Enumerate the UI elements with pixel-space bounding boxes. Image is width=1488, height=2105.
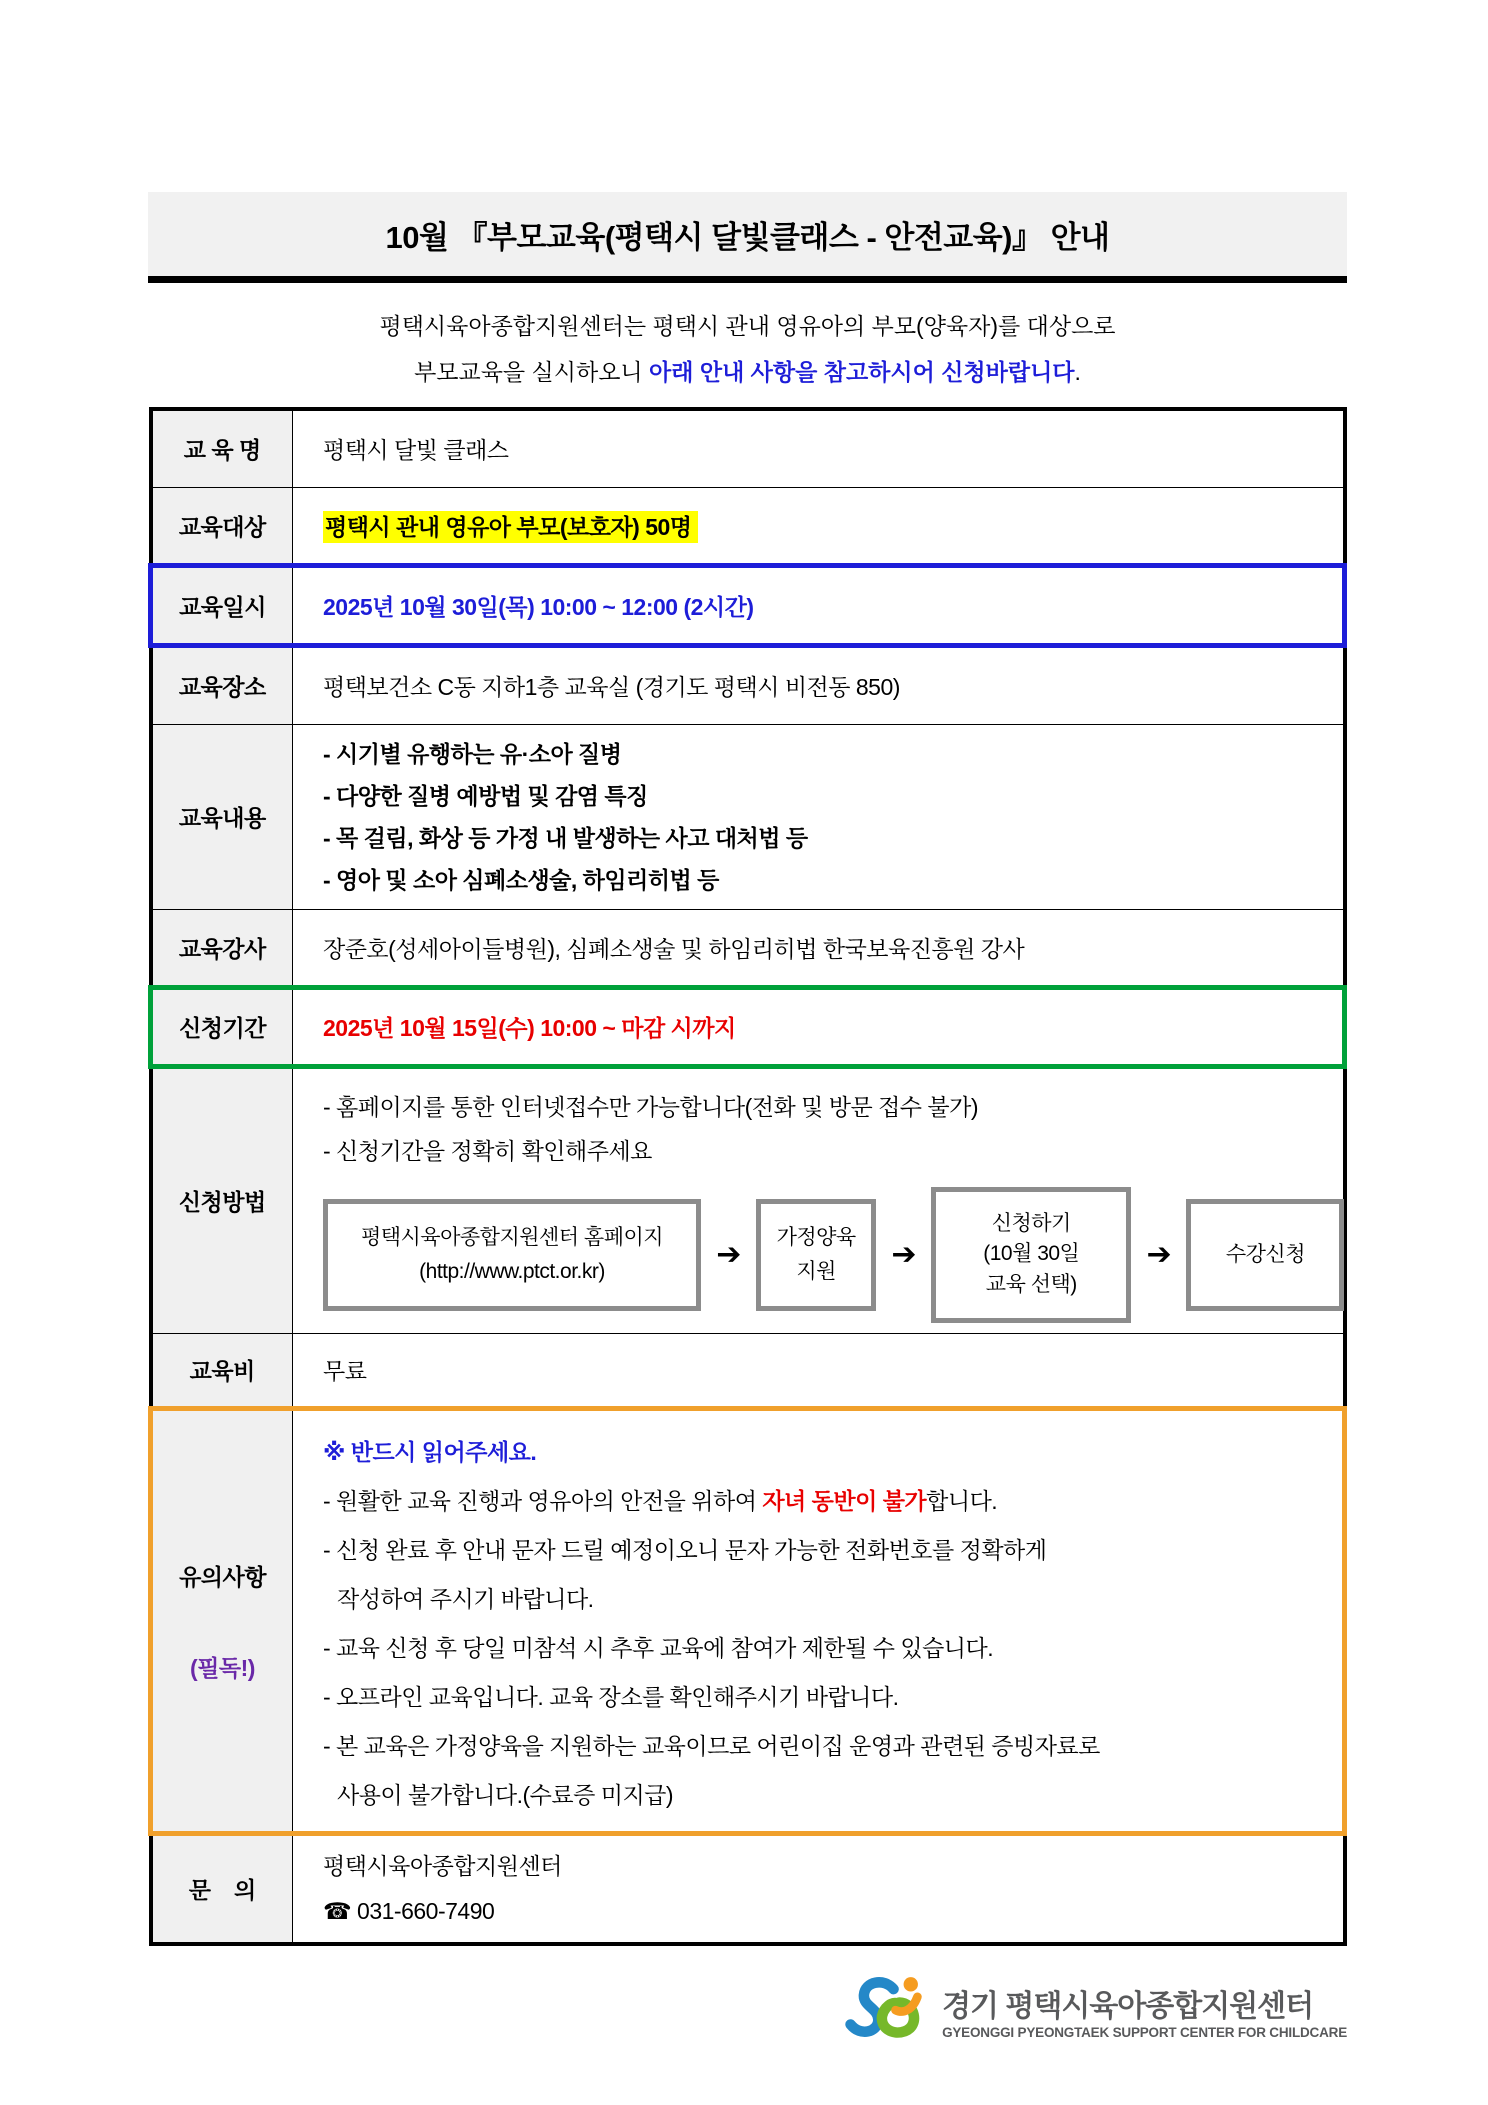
row-value [293,724,1345,909]
list-item: - 신청기간을 정확히 확인해주세요 [323,1137,652,1164]
apply-flow-diagram [323,1187,1343,1323]
row-value: 장준호(성세아이들병원), 심폐소생술 및 하임리히법 한국보육진흥원 강사 [293,909,1345,987]
contact-phone-line [323,1889,1335,1934]
notice-item: - 본 교육은 가정양육을 지원하는 교육이므로 어린이집 운영과 관련된 증빙자료로 [323,1732,1100,1759]
phone-icon: ☎ [323,1897,352,1924]
table-row-edu-content [151,724,1345,909]
list-item: - 시기별 유행하는 유·소아 질병 [323,740,622,767]
list-item: - 목 걸림, 화상 등 가정 내 발생하는 사고 대처법 등 [323,824,808,851]
table-row-edu-lecturer [151,909,1345,987]
contact-name: 평택시육아종합지원센터 [323,1852,562,1879]
row-value: 무료 [293,1333,1345,1408]
must-read-badge: (필독!) [190,1654,255,1681]
table-row-edu-fee [151,1333,1345,1408]
arrow-right-icon: ➔ [1146,1238,1172,1271]
flow-step-apply: 신청하기 (10월 30일 교육 선택) [931,1187,1131,1323]
flow-step-enroll: 수강신청 [1186,1199,1344,1311]
notice-body [323,1428,1334,1820]
row-label: 교육비 [151,1333,293,1408]
notice-item: - 원활한 교육 진행과 영유아의 안전을 위하여 자녀 동반이 불가합니다. [323,1487,998,1514]
row-label: 교육대상 [151,487,293,565]
homepage-url: (http://www.ptct.or.kr) [419,1259,605,1283]
table-row-apply-period [151,987,1345,1066]
flow-step-menu: 가정양육 지원 [756,1199,876,1311]
footer-text [942,1990,1347,2040]
info-table [148,407,1347,1946]
intro-emphasis: 아래 안내 사항을 참고하시어 신청바랍니다 [649,359,1075,385]
edu-content-list [323,733,1335,901]
footer-center-name-en: GYEONGGI PYEONGTAEK SUPPORT CENTER FOR CHILDCARE [942,2024,1347,2040]
row-value [293,1408,1345,1833]
row-label [151,1408,293,1833]
document-content [148,192,1347,2061]
row-label: 교 육 명 [151,409,293,487]
apply-method-notes [323,1085,1343,1173]
row-value: 2025년 10월 15일(수) 10:00 ~ 마감 시까지 [293,987,1345,1066]
notice-emphasis-red: 자녀 동반이 불가 [762,1487,927,1514]
table-row-edu-datetime [151,565,1345,645]
row-label: 교육장소 [151,645,293,724]
row-value: 평택보건소 C동 지하1층 교육실 (경기도 평택시 비전동 850) [293,645,1345,724]
table-row-notice [151,1408,1345,1833]
intro-line-2: 부모교육을 실시하오니 아래 안내 사항을 참고하시어 신청바랍니다. [414,359,1081,385]
table-row-contact [151,1833,1345,1944]
row-value [293,1066,1345,1333]
footer [148,1970,1347,2061]
intro-line-1: 평택시육아종합지원센터는 평택시 관내 영유아의 부모(양육자)를 대상으로 [379,313,1116,339]
list-item: - 영아 및 소아 심폐소생술, 하임리히법 등 [323,866,719,893]
document-title-bar [148,192,1347,283]
row-value: 평택시 달빛 클래스 [293,409,1345,487]
list-item: - 홈페이지를 통한 인터넷접수만 가능합니다(전화 및 방문 접수 불가) [323,1093,978,1120]
flow-step-homepage: 평택시육아종합지원센터 홈페이지 (http://www.ptct.or.kr) [323,1199,701,1311]
notice-item-continued: 사용이 불가합니다.(수료증 미지급) [337,1781,674,1808]
highlighted-text: 평택시 관내 영유아 부모(보호자) 50명 [323,511,698,543]
notice-heading: ※ 반드시 읽어주세요. [323,1438,537,1465]
row-label: 교육내용 [151,724,293,909]
table-row-edu-target [151,487,1345,565]
row-label: 교육일시 [151,565,293,645]
list-item: - 다양한 질병 예방법 및 감염 특징 [323,782,648,809]
table-row-apply-method [151,1066,1345,1333]
table-row-edu-place [151,645,1345,724]
contact-phone: 031-660-7490 [357,1897,495,1924]
notice-item: - 교육 신청 후 당일 미참석 시 추후 교육에 참여가 제한될 수 있습니다. [323,1634,994,1661]
table-row-edu-name [151,409,1345,487]
row-value [293,1833,1345,1944]
arrow-right-icon: ➔ [891,1238,917,1271]
arrow-right-icon: ➔ [716,1238,741,1271]
notice-label: 유의사항 (필독!) [179,1563,266,1681]
intro-paragraph [148,303,1347,395]
notice-item-continued: 작성하여 주시기 바랍니다. [337,1585,594,1612]
row-label: 문 의 [151,1833,293,1944]
row-value: 2025년 10월 30일(목) 10:00 ~ 12:00 (2시간) [293,565,1345,645]
row-label: 신청기간 [151,987,293,1066]
page-title: 10월 『부모교육(평택시 달빛클래스 - 안전교육)』 안내 [385,219,1110,255]
footer-center-name-kr: 경기 평택시육아종합지원센터 [942,1990,1314,2024]
row-label: 교육강사 [151,909,293,987]
row-value [293,487,1345,565]
notice-item: - 오프라인 교육입니다. 교육 장소를 확인해주시기 바랍니다. [323,1683,899,1710]
notice-item: - 신청 완료 후 안내 문자 드릴 예정이오니 문자 가능한 전화번호를 정확하게 [323,1536,1047,1563]
center-logo-icon [836,1970,932,2061]
row-label: 신청방법 [151,1066,293,1333]
